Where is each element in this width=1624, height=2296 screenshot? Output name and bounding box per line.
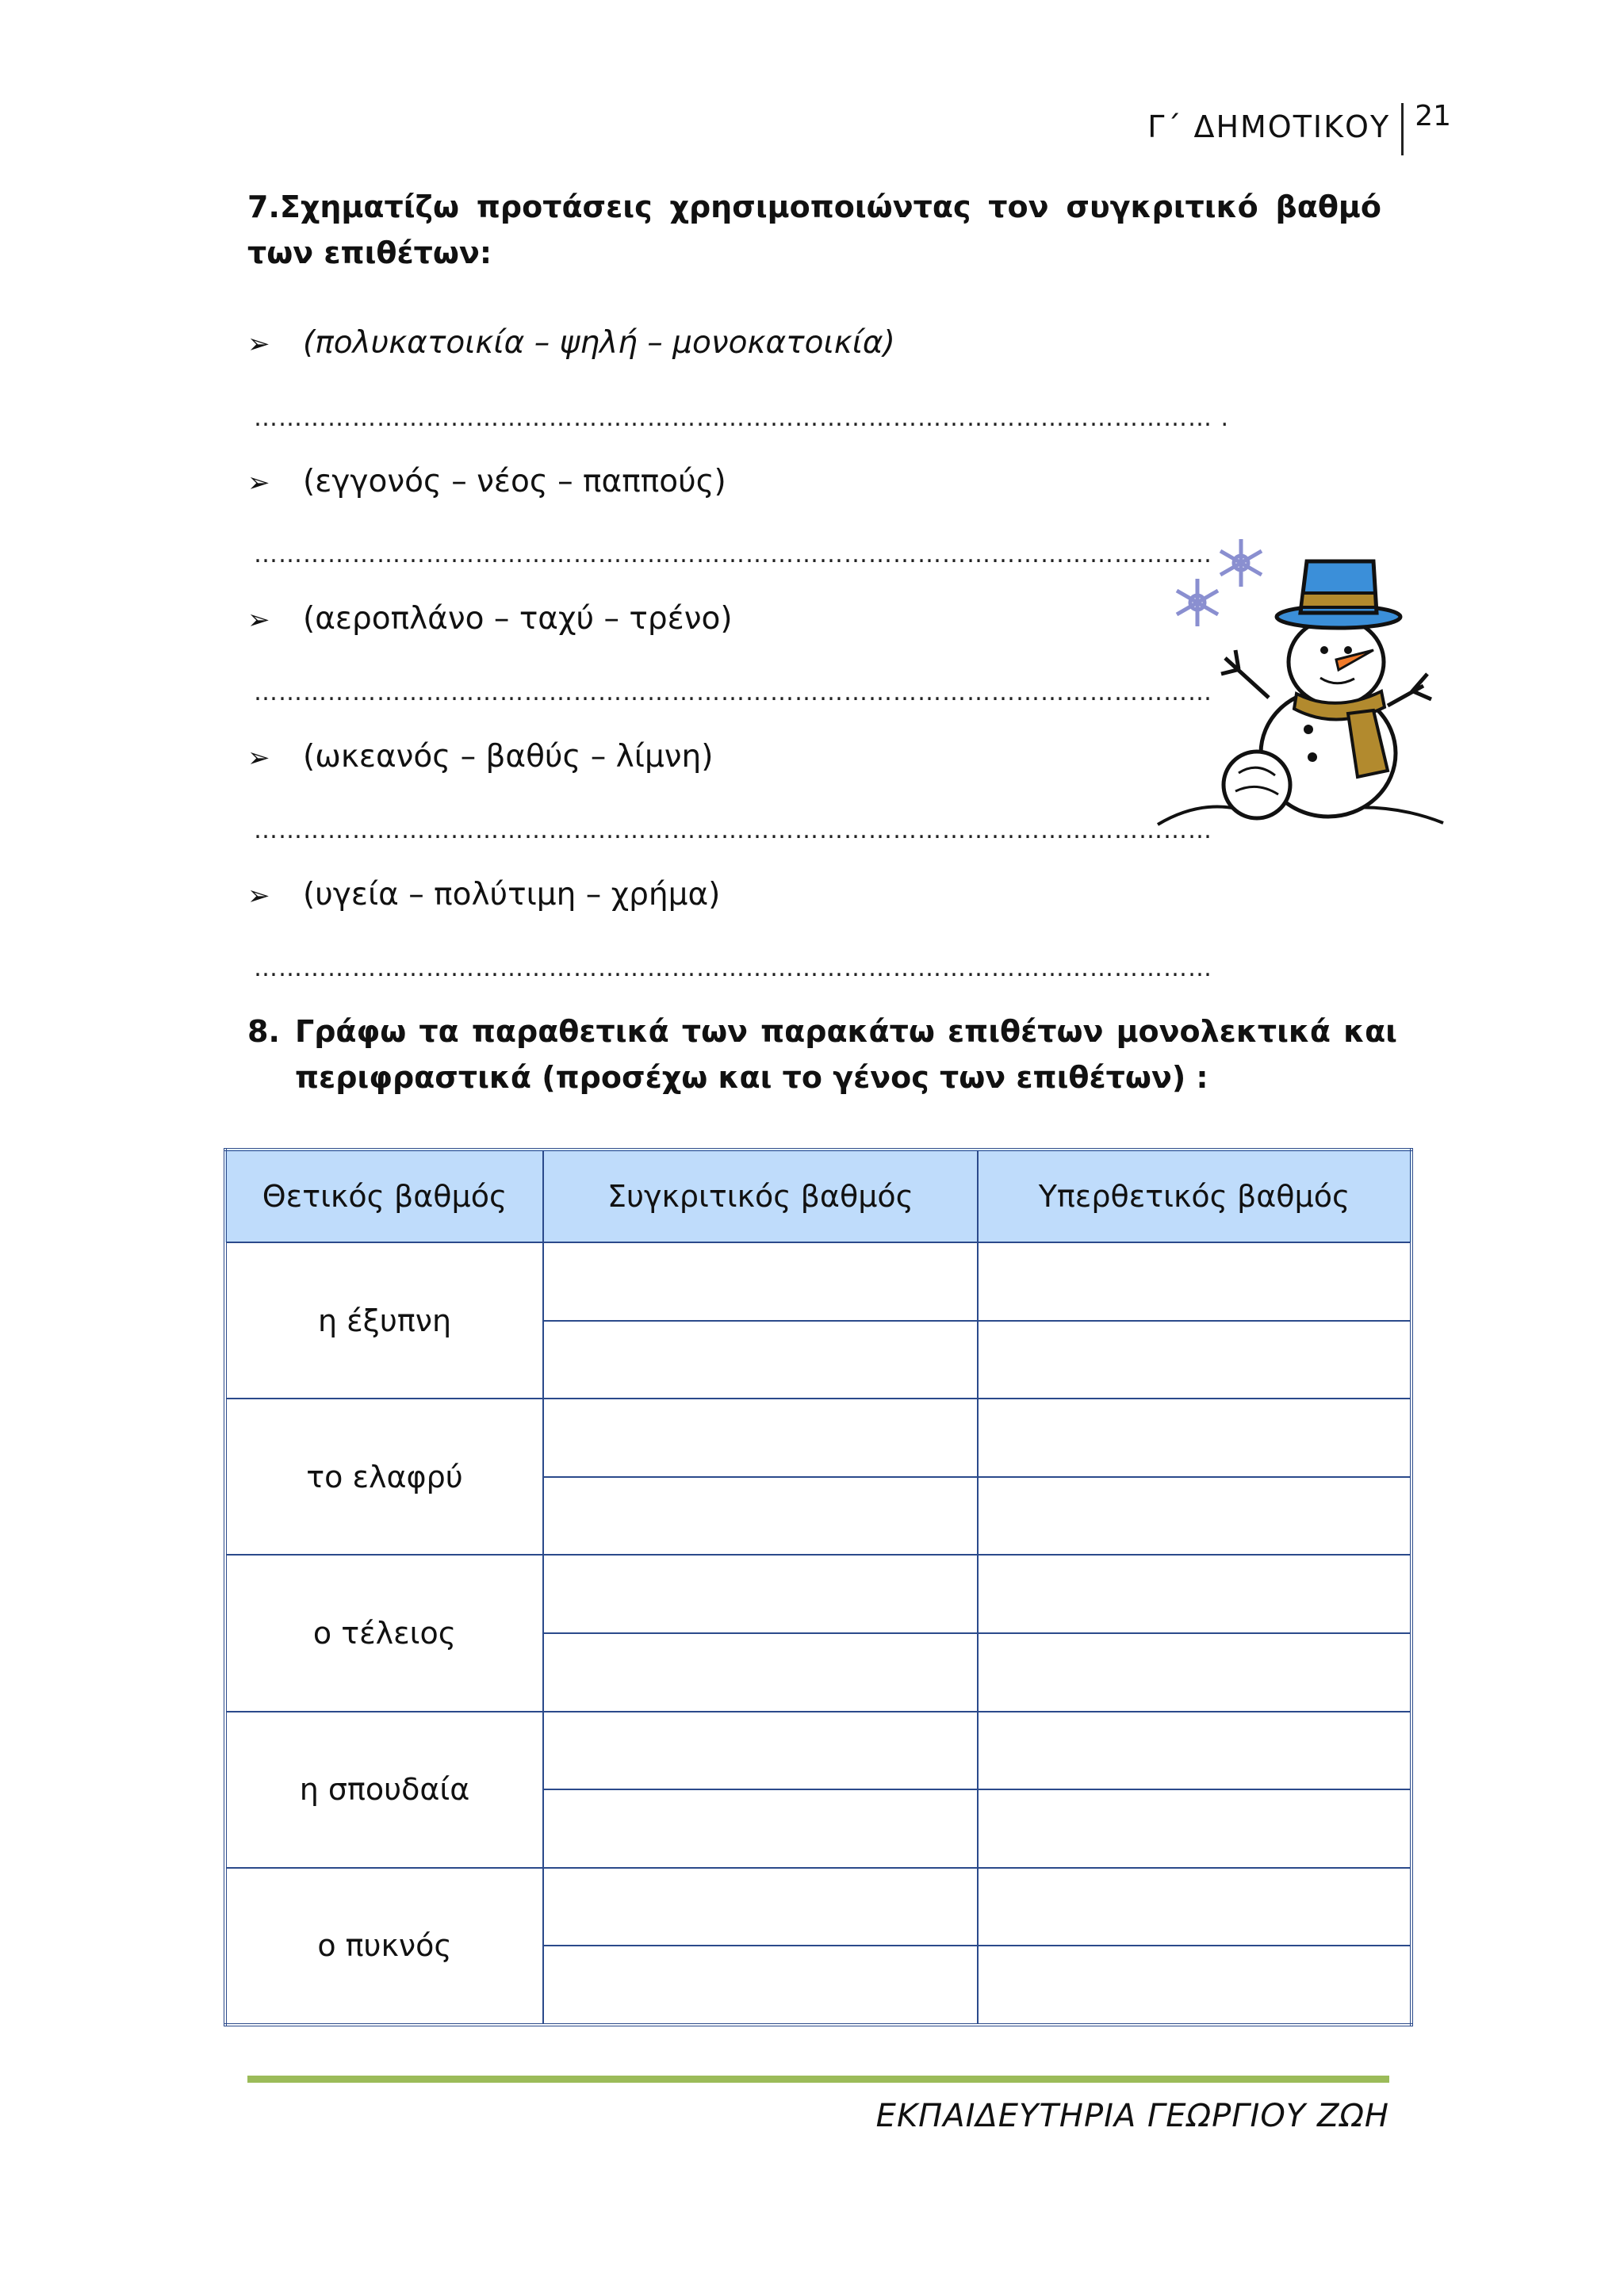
answer-cell[interactable] [978, 1789, 1411, 1868]
page-header [1147, 92, 1451, 155]
table-header-row [225, 1150, 1411, 1242]
answer-cell[interactable] [978, 1633, 1411, 1712]
page-number: 21 [1415, 100, 1451, 132]
answer-cell[interactable] [543, 1868, 978, 1946]
answer-cell[interactable] [543, 1399, 978, 1477]
answer-cell[interactable] [978, 1555, 1411, 1633]
answer-cell[interactable] [543, 1321, 978, 1399]
table-row [225, 1868, 1411, 1946]
header-positive: Θετικός βαθμός [225, 1150, 543, 1242]
table-row [225, 1399, 1411, 1477]
header-superlative: Υπερθετικός βαθμός [978, 1150, 1411, 1242]
bullet-arrow-icon: ➢ [247, 328, 270, 360]
question-8-text: Γράφω τα παραθετικά των παρακάτω επιθέτων μονολεκτικά και περιφραστικά (προσέχω και το γένος των επιθέτων) : [295, 1014, 1397, 1095]
bullet-arrow-icon: ➢ [247, 880, 270, 912]
answer-cell[interactable] [978, 1712, 1411, 1790]
table-row [225, 1242, 1411, 1321]
table-row [225, 1555, 1411, 1633]
answer-cell[interactable] [978, 1399, 1411, 1477]
answer-line[interactable]: ……………………………………………………………………………………………………… [254, 541, 1212, 568]
footer-author: ΕΚΠΑΙΔΕΥΤΗΡΙΑ ΓΕΩΡΓΙΟΥ ΖΩΗ [875, 2098, 1389, 2134]
answer-line[interactable]: ……………………………………………………………………………………………………… [254, 679, 1212, 706]
answer-cell[interactable] [978, 1321, 1411, 1399]
answer-cell[interactable] [543, 1633, 978, 1712]
answer-line[interactable]: ……………………………………………………………………………………………………… [254, 955, 1212, 982]
answer-cell[interactable] [543, 1946, 978, 2025]
question-8-title [247, 1008, 1397, 1100]
snowflake-icon [1220, 539, 1262, 587]
question-7-item-text: (αεροπλάνο – ταχύ – τρένο) [303, 601, 733, 637]
question-8-number: 8. [247, 1014, 280, 1049]
positive-cell: ο τέλειος [225, 1555, 543, 1711]
question-7-item-text: (υγεία – πολύτιμη – χρήμα) [303, 877, 721, 913]
answer-cell[interactable] [543, 1555, 978, 1633]
snowman-icon [1150, 523, 1451, 840]
bullet-arrow-icon: ➢ [247, 742, 270, 774]
question-7-item-text: (πολυκατοικία – ψηλή – μονοκατοικία) [303, 325, 895, 361]
answer-cell[interactable] [543, 1242, 978, 1321]
page-header-title: Γ΄ ΔΗΜΟΤΙΚΟΥ [1147, 109, 1391, 144]
adjective-degrees-table [224, 1148, 1413, 2026]
answer-line[interactable]: ……………………………………………………………………………………………………… [254, 817, 1212, 844]
footer-divider [247, 2076, 1389, 2083]
positive-cell: η σπουδαία [225, 1712, 543, 1868]
answer-cell[interactable] [543, 1712, 978, 1790]
answer-cell[interactable] [978, 1946, 1411, 2025]
answer-cell[interactable] [978, 1868, 1411, 1946]
table-row [225, 1712, 1411, 1790]
answer-cell[interactable] [543, 1789, 978, 1868]
question-7-item-text: (εγγονός – νέος – παππούς) [303, 464, 726, 499]
answer-line[interactable]: ……………………………………………………………………………………………………… . [254, 404, 1230, 432]
question-7-title: 7.Σχηματίζω προτάσεις χρησιμοποιώντας τον συγκριτικό βαθμό των επιθέτων: [247, 189, 1381, 270]
header-comparative: Συγκριτικός βαθμός [543, 1150, 978, 1242]
bullet-arrow-icon: ➢ [247, 467, 270, 499]
snowflake-icon [1177, 579, 1218, 626]
answer-cell[interactable] [543, 1477, 978, 1556]
question-7-item-text: (ωκεανός – βαθύς – λίμνη) [303, 739, 714, 775]
answer-cell[interactable] [978, 1242, 1411, 1321]
positive-cell: το ελαφρύ [225, 1399, 543, 1555]
positive-cell: ο πυκνός [225, 1868, 543, 2025]
positive-cell: η έξυπνη [225, 1242, 543, 1399]
bullet-arrow-icon: ➢ [247, 604, 270, 636]
answer-cell[interactable] [978, 1477, 1411, 1556]
